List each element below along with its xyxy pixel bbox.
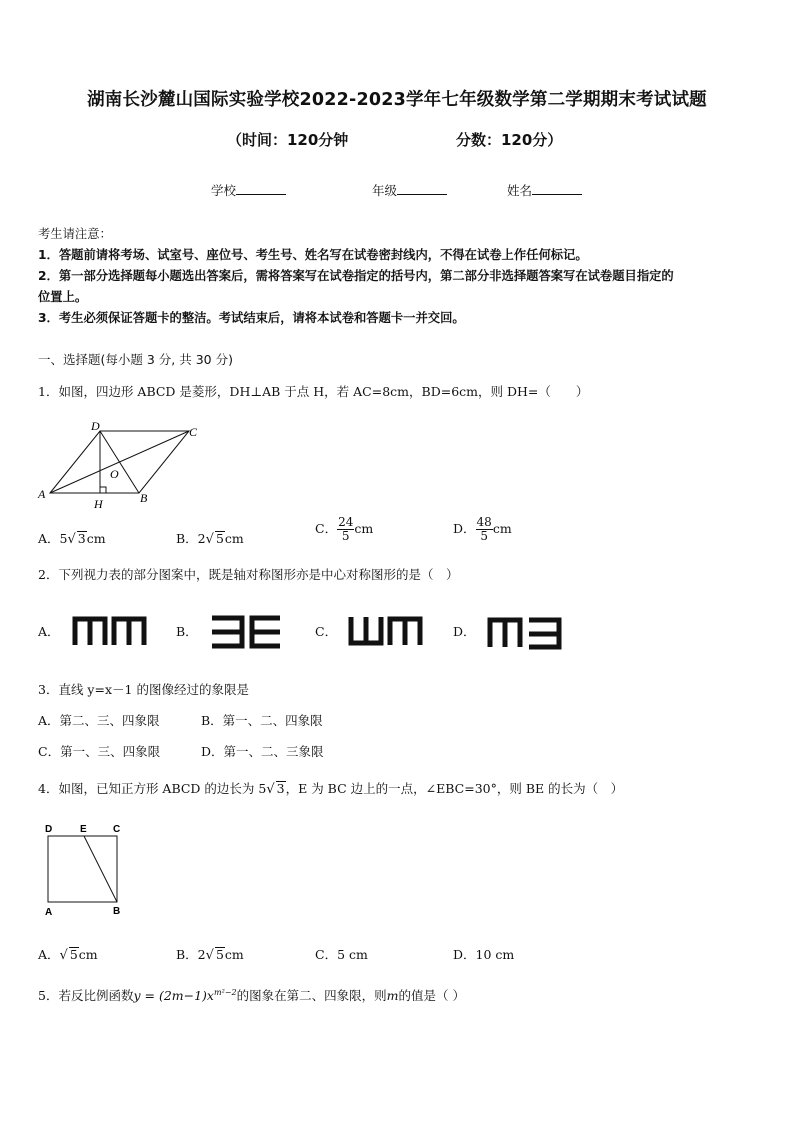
q4-option-d[interactable]: D．10 cm xyxy=(453,947,515,962)
label-c: C xyxy=(113,824,121,835)
q3-option-b[interactable]: B．第一、二、四象限 xyxy=(201,713,323,728)
q5-formula: y = (2m−1)x xyxy=(133,988,214,1003)
label-d: D xyxy=(45,824,53,835)
q5-exponent: m²−2 xyxy=(214,987,237,997)
notice-item-3: 3．考生必须保证答题卡的整洁。考试结束后，请将本试卷和答题卡一并交回。 xyxy=(38,311,465,325)
q2-option-b-label[interactable]: B． xyxy=(176,624,198,639)
school-field[interactable]: 学校 xyxy=(211,181,286,199)
right-angle-mark xyxy=(100,487,106,493)
q3-option-a[interactable]: A．第二、三、四象限 xyxy=(38,713,160,728)
notice-item-2: 2．第一部分选择题每小题选出答案后，需将答案写在试卷指定的括号内，第二部分非选择题答案写在试卷题目指定的 xyxy=(38,269,674,283)
label-c: C xyxy=(189,425,198,439)
label-o: O xyxy=(110,467,119,481)
q2-option-d-label[interactable]: D． xyxy=(453,624,476,639)
rhombus-figure xyxy=(34,418,214,514)
name-field[interactable]: 姓名 xyxy=(507,181,582,199)
question-1-text: 1．如图，四边形 ABCD 是菱形，DH⊥AB 于点 H，若 AC=8cm，BD=6cm，则 DH=（ ） xyxy=(38,384,589,399)
page-title: 湖南长沙麓山国际实验学校2022-2023学年七年级数学第二学期期末考试试题 xyxy=(87,90,707,110)
score-label: 分数：120分） xyxy=(456,131,563,149)
label-a: A xyxy=(45,907,53,918)
q3-option-c[interactable]: C．第一、三、四象限 xyxy=(38,744,161,759)
q1-option-d[interactable]: D． $\frac{48}{5}$ cm xyxy=(453,515,512,543)
eye-chart-wm-icon xyxy=(348,614,424,648)
q4-option-c[interactable]: C．5 cm xyxy=(315,947,368,962)
question-2-text: 2．下列视力表的部分图案中，既是轴对称图形亦是中心对称图形的是（ ） xyxy=(38,567,459,582)
label-e: E xyxy=(80,824,87,835)
question-5-text: 5．若反比例函数$y = (2m-1)x^{m^2-2}$的图象在第二、四象限，则m的值是（ ） xyxy=(38,987,465,1003)
eye-chart-m3-icon xyxy=(487,614,563,650)
diagonal-bd xyxy=(100,431,139,493)
eye-chart-mm-icon xyxy=(72,614,148,648)
q1-option-a[interactable]: A．5√ 3cm xyxy=(38,531,106,547)
label-h: H xyxy=(94,497,103,511)
eye-chart-3e-icon xyxy=(210,614,284,650)
q1-option-c[interactable]: C． $\frac{24}{5}$ cm xyxy=(315,515,374,543)
square-figure xyxy=(40,820,130,920)
time-label: （时间：120分钟 xyxy=(227,131,349,149)
q3-option-d[interactable]: D．第一、二、三象限 xyxy=(201,744,324,759)
section-heading: 一、选择题(每小题 3 分, 共 30 分) xyxy=(38,352,233,367)
label-b: B xyxy=(113,906,121,917)
notice-item-1: 1．答题前请将考场、试室号、座位号、考生号、姓名写在试卷密封线内，不得在试卷上作任何标记。 xyxy=(38,248,588,262)
question-3-text: 3．直线 y=x－1 的图像经过的象限是 xyxy=(38,682,249,697)
q1-option-b[interactable]: B．2√ 5cm xyxy=(176,531,244,547)
grade-field[interactable]: 年级 xyxy=(372,181,447,199)
notice-block xyxy=(38,224,760,324)
q2-option-a-label[interactable]: A． xyxy=(38,624,60,639)
label-d: D xyxy=(91,419,100,433)
q2-option-c-label[interactable]: C． xyxy=(315,624,338,639)
question-4-text: 4．如图，已知正方形 ABCD 的边长为 5√ 3，E 为 BC 边上的一点，∠EBC=30°，则 BE 的长为（ ） xyxy=(38,781,624,797)
notice-heading: 考生请注意： xyxy=(38,227,112,241)
q4-option-a[interactable]: A．√ 5cm xyxy=(38,947,98,963)
square-abcd xyxy=(48,836,117,902)
segment-be xyxy=(84,836,117,902)
label-a: A xyxy=(38,487,46,501)
notice-item-2-cont: 位置上。 xyxy=(38,290,88,304)
q4-option-b[interactable]: B．2√ 5cm xyxy=(176,947,244,963)
label-b: B xyxy=(140,491,148,505)
